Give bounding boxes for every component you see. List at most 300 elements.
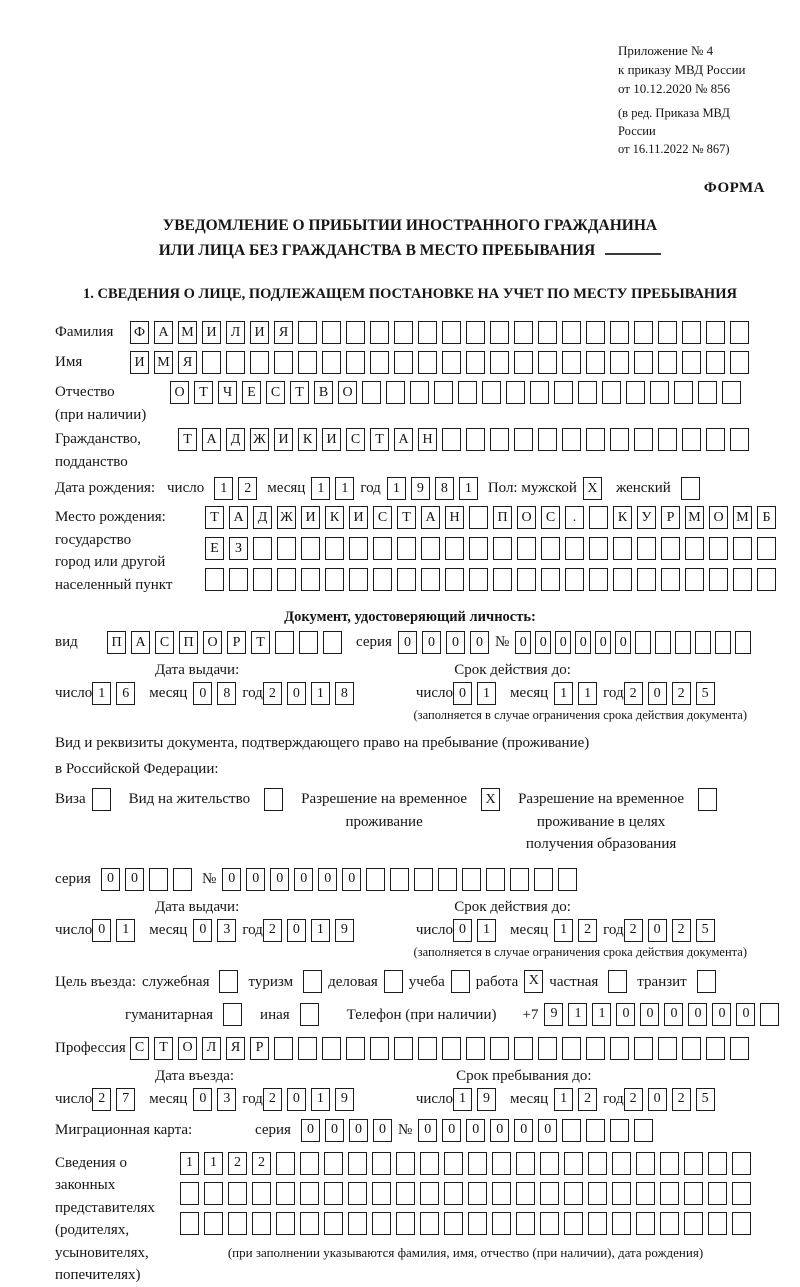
form-cell[interactable] <box>204 1182 223 1205</box>
form-cell[interactable]: К <box>325 506 344 529</box>
edu-permit-checkbox[interactable] <box>698 788 717 811</box>
form-cell[interactable]: X <box>524 970 543 993</box>
form-cell[interactable] <box>506 381 525 404</box>
form-cell[interactable]: 2 <box>624 919 643 942</box>
form-cell[interactable] <box>637 537 656 560</box>
visa-checkbox[interactable] <box>92 788 111 811</box>
form-cell[interactable] <box>578 381 597 404</box>
form-cell[interactable]: 0 <box>490 1119 509 1142</box>
birthplace-row1-cells[interactable] <box>205 506 776 529</box>
form-cell[interactable] <box>538 351 557 374</box>
form-cell[interactable]: Я <box>178 351 197 374</box>
form-cell[interactable]: И <box>250 321 269 344</box>
form-cell[interactable]: 0 <box>422 631 441 654</box>
form-cell[interactable]: С <box>266 381 285 404</box>
form-cell[interactable] <box>362 381 381 404</box>
form-cell[interactable] <box>420 1152 439 1175</box>
form-cell[interactable]: Т <box>178 428 197 451</box>
form-cell[interactable]: О <box>203 631 222 654</box>
form-cell[interactable] <box>276 1182 295 1205</box>
form-cell[interactable] <box>396 1182 415 1205</box>
form-cell[interactable]: М <box>733 506 752 529</box>
form-cell[interactable]: 0 <box>648 1088 667 1111</box>
permit-valid-month[interactable] <box>554 919 597 942</box>
form-cell[interactable]: Я <box>274 321 293 344</box>
form-cell[interactable] <box>372 1212 391 1235</box>
form-cell[interactable] <box>229 568 248 591</box>
form-cell[interactable]: С <box>130 1037 149 1060</box>
purpose-work-checkbox[interactable] <box>524 970 543 993</box>
doc-valid-month[interactable] <box>554 682 597 705</box>
form-cell[interactable] <box>730 428 749 451</box>
form-cell[interactable] <box>540 1212 559 1235</box>
form-cell[interactable] <box>348 1212 367 1235</box>
form-cell[interactable] <box>226 351 245 374</box>
form-cell[interactable]: 9 <box>411 477 430 500</box>
form-cell[interactable]: 0 <box>640 1003 659 1026</box>
form-cell[interactable] <box>658 1037 677 1060</box>
form-cell[interactable]: 1 <box>387 477 406 500</box>
form-cell[interactable] <box>706 428 725 451</box>
form-cell[interactable] <box>558 868 577 891</box>
form-cell[interactable]: А <box>421 506 440 529</box>
form-cell[interactable]: А <box>131 631 150 654</box>
form-cell[interactable] <box>613 537 632 560</box>
form-cell[interactable] <box>366 868 385 891</box>
form-cell[interactable] <box>634 1037 653 1060</box>
form-cell[interactable] <box>349 537 368 560</box>
form-cell[interactable] <box>442 428 461 451</box>
form-cell[interactable] <box>610 321 629 344</box>
form-cell[interactable]: . <box>565 506 584 529</box>
form-cell[interactable] <box>250 351 269 374</box>
form-cell[interactable]: Т <box>194 381 213 404</box>
form-cell[interactable] <box>394 351 413 374</box>
form-cell[interactable] <box>348 1152 367 1175</box>
doc-issue-day[interactable] <box>92 682 135 705</box>
form-cell[interactable] <box>410 381 429 404</box>
form-cell[interactable] <box>682 1037 701 1060</box>
form-cell[interactable] <box>510 868 529 891</box>
form-cell[interactable] <box>685 537 704 560</box>
form-cell[interactable] <box>322 351 341 374</box>
form-cell[interactable]: Н <box>445 506 464 529</box>
form-cell[interactable] <box>650 381 669 404</box>
form-cell[interactable]: 0 <box>125 868 144 891</box>
form-cell[interactable] <box>589 537 608 560</box>
form-cell[interactable]: 2 <box>578 919 597 942</box>
form-cell[interactable]: 2 <box>238 477 257 500</box>
form-cell[interactable]: 8 <box>335 682 354 705</box>
form-cell[interactable] <box>675 631 691 654</box>
form-cell[interactable] <box>414 868 433 891</box>
form-cell[interactable] <box>757 537 776 560</box>
form-cell[interactable] <box>458 381 477 404</box>
form-cell[interactable] <box>554 381 573 404</box>
form-cell[interactable]: 0 <box>92 919 111 942</box>
form-cell[interactable]: 1 <box>180 1152 199 1175</box>
form-cell[interactable]: 5 <box>696 1088 715 1111</box>
form-cell[interactable] <box>349 568 368 591</box>
purpose-tourism-checkbox[interactable] <box>303 970 322 993</box>
form-cell[interactable] <box>469 537 488 560</box>
form-cell[interactable] <box>298 1037 317 1060</box>
form-cell[interactable] <box>586 351 605 374</box>
form-cell[interactable] <box>298 321 317 344</box>
form-cell[interactable]: И <box>322 428 341 451</box>
form-cell[interactable]: 8 <box>435 477 454 500</box>
form-cell[interactable] <box>469 568 488 591</box>
form-cell[interactable] <box>372 1182 391 1205</box>
form-cell[interactable] <box>418 1037 437 1060</box>
form-cell[interactable]: Ч <box>218 381 237 404</box>
form-cell[interactable] <box>757 568 776 591</box>
form-cell[interactable]: 2 <box>228 1152 247 1175</box>
form-cell[interactable]: К <box>298 428 317 451</box>
form-cell[interactable] <box>612 1182 631 1205</box>
form-cell[interactable] <box>733 568 752 591</box>
birth-month-cells[interactable] <box>311 477 354 500</box>
form-cell[interactable]: 1 <box>311 682 330 705</box>
entry-year[interactable] <box>263 1088 354 1111</box>
form-cell[interactable] <box>180 1182 199 1205</box>
form-cell[interactable]: Е <box>242 381 261 404</box>
form-cell[interactable] <box>608 970 627 993</box>
form-cell[interactable]: X <box>583 477 602 500</box>
form-cell[interactable] <box>697 970 716 993</box>
form-cell[interactable] <box>541 568 560 591</box>
form-cell[interactable] <box>418 321 437 344</box>
form-cell[interactable]: 0 <box>418 1119 437 1142</box>
form-cell[interactable] <box>586 1119 605 1142</box>
doc-number-cells[interactable] <box>515 631 751 654</box>
form-cell[interactable]: О <box>517 506 536 529</box>
form-cell[interactable] <box>634 428 653 451</box>
form-cell[interactable]: 0 <box>470 631 489 654</box>
form-cell[interactable] <box>586 428 605 451</box>
form-cell[interactable] <box>708 1212 727 1235</box>
birth-day-cells[interactable] <box>214 477 257 500</box>
form-cell[interactable] <box>228 1212 247 1235</box>
form-cell[interactable] <box>396 1152 415 1175</box>
form-cell[interactable]: 1 <box>311 1088 330 1111</box>
form-cell[interactable]: У <box>637 506 656 529</box>
form-cell[interactable]: И <box>274 428 293 451</box>
form-cell[interactable]: А <box>394 428 413 451</box>
form-cell[interactable] <box>394 1037 413 1060</box>
form-cell[interactable]: 0 <box>648 682 667 705</box>
migcard-number-cells[interactable] <box>418 1119 653 1142</box>
form-cell[interactable] <box>228 1182 247 1205</box>
doc-vid-cells[interactable] <box>107 631 342 654</box>
form-cell[interactable] <box>612 1212 631 1235</box>
doc-seriya-cells[interactable] <box>398 631 489 654</box>
form-cell[interactable]: 0 <box>101 868 120 891</box>
form-cell[interactable] <box>565 537 584 560</box>
form-cell[interactable] <box>370 351 389 374</box>
form-cell[interactable] <box>325 537 344 560</box>
form-cell[interactable] <box>658 321 677 344</box>
entry-day[interactable] <box>92 1088 135 1111</box>
form-cell[interactable]: 0 <box>514 1119 533 1142</box>
form-cell[interactable]: 0 <box>555 631 571 654</box>
doc-issue-month[interactable] <box>193 682 236 705</box>
form-cell[interactable] <box>514 428 533 451</box>
form-cell[interactable]: С <box>155 631 174 654</box>
form-cell[interactable] <box>730 321 749 344</box>
form-cell[interactable]: 1 <box>459 477 478 500</box>
form-cell[interactable] <box>466 428 485 451</box>
form-cell[interactable] <box>300 1152 319 1175</box>
form-cell[interactable] <box>660 1152 679 1175</box>
form-cell[interactable] <box>300 1003 319 1026</box>
permit-valid-day[interactable] <box>453 919 496 942</box>
form-cell[interactable]: 1 <box>116 919 135 942</box>
form-cell[interactable] <box>204 1212 223 1235</box>
form-cell[interactable] <box>674 381 693 404</box>
form-cell[interactable] <box>298 351 317 374</box>
form-cell[interactable] <box>661 568 680 591</box>
form-cell[interactable]: Р <box>250 1037 269 1060</box>
form-cell[interactable]: 0 <box>648 919 667 942</box>
form-cell[interactable] <box>730 1037 749 1060</box>
form-cell[interactable]: 1 <box>311 477 330 500</box>
form-cell[interactable] <box>92 788 111 811</box>
form-cell[interactable]: 0 <box>453 682 472 705</box>
form-cell[interactable]: П <box>179 631 198 654</box>
form-cell[interactable] <box>275 631 294 654</box>
form-cell[interactable]: 1 <box>554 682 573 705</box>
form-cell[interactable] <box>514 1037 533 1060</box>
doc-issue-year[interactable] <box>263 682 354 705</box>
form-cell[interactable]: Т <box>290 381 309 404</box>
form-cell[interactable]: З <box>229 537 248 560</box>
form-cell[interactable] <box>562 1037 581 1060</box>
form-cell[interactable] <box>682 428 701 451</box>
form-cell[interactable] <box>610 1037 629 1060</box>
form-cell[interactable]: 1 <box>477 919 496 942</box>
form-cell[interactable] <box>418 351 437 374</box>
form-cell[interactable] <box>252 1212 271 1235</box>
form-cell[interactable] <box>324 1212 343 1235</box>
form-cell[interactable] <box>451 970 470 993</box>
form-cell[interactable]: 5 <box>696 682 715 705</box>
form-cell[interactable] <box>534 868 553 891</box>
permit-issue-year[interactable] <box>263 919 354 942</box>
form-cell[interactable]: 0 <box>575 631 591 654</box>
form-cell[interactable] <box>588 1152 607 1175</box>
form-cell[interactable] <box>466 351 485 374</box>
form-cell[interactable] <box>681 477 700 500</box>
form-cell[interactable] <box>384 970 403 993</box>
permit-number-cells[interactable] <box>222 868 577 891</box>
form-cell[interactable] <box>602 381 621 404</box>
sex-female-checkbox[interactable] <box>681 477 700 500</box>
purpose-business-checkbox[interactable] <box>384 970 403 993</box>
form-cell[interactable]: 0 <box>616 1003 635 1026</box>
form-cell[interactable]: 1 <box>578 682 597 705</box>
form-cell[interactable] <box>517 568 536 591</box>
form-cell[interactable]: А <box>154 321 173 344</box>
form-cell[interactable]: 2 <box>263 1088 282 1111</box>
form-cell[interactable] <box>490 1037 509 1060</box>
form-cell[interactable]: 0 <box>515 631 531 654</box>
form-cell[interactable] <box>610 1119 629 1142</box>
form-cell[interactable]: 0 <box>301 1119 320 1142</box>
profession-cells[interactable] <box>130 1037 749 1060</box>
stay-day[interactable] <box>453 1088 496 1111</box>
birth-year-cells[interactable] <box>387 477 478 500</box>
form-cell[interactable]: 2 <box>672 682 691 705</box>
form-cell[interactable]: В <box>314 381 333 404</box>
form-cell[interactable] <box>516 1152 535 1175</box>
form-cell[interactable]: М <box>178 321 197 344</box>
form-cell[interactable]: С <box>373 506 392 529</box>
form-cell[interactable] <box>589 568 608 591</box>
form-cell[interactable]: X <box>481 788 500 811</box>
form-cell[interactable]: Я <box>226 1037 245 1060</box>
purpose-study-checkbox[interactable] <box>451 970 470 993</box>
patronymic-cells[interactable] <box>170 381 741 404</box>
form-cell[interactable] <box>732 1152 751 1175</box>
form-cell[interactable]: 1 <box>554 919 573 942</box>
form-cell[interactable] <box>715 631 731 654</box>
form-cell[interactable] <box>490 351 509 374</box>
form-cell[interactable]: 0 <box>373 1119 392 1142</box>
form-cell[interactable]: М <box>154 351 173 374</box>
form-cell[interactable] <box>685 568 704 591</box>
form-cell[interactable]: 6 <box>116 682 135 705</box>
doc-valid-day[interactable] <box>453 682 496 705</box>
form-cell[interactable]: 2 <box>252 1152 271 1175</box>
form-cell[interactable] <box>462 868 481 891</box>
form-cell[interactable] <box>219 970 238 993</box>
form-cell[interactable] <box>300 1212 319 1235</box>
form-cell[interactable]: Ж <box>277 506 296 529</box>
form-cell[interactable] <box>540 1152 559 1175</box>
form-cell[interactable] <box>205 568 224 591</box>
birthplace-row3-cells[interactable] <box>205 568 776 591</box>
form-cell[interactable]: 9 <box>335 919 354 942</box>
form-cell[interactable]: 0 <box>287 1088 306 1111</box>
form-cell[interactable] <box>323 631 342 654</box>
form-cell[interactable]: 2 <box>672 1088 691 1111</box>
form-cell[interactable]: А <box>202 428 221 451</box>
form-cell[interactable] <box>493 568 512 591</box>
form-cell[interactable]: 2 <box>624 682 643 705</box>
form-cell[interactable] <box>586 321 605 344</box>
form-cell[interactable] <box>658 428 677 451</box>
form-cell[interactable] <box>300 1182 319 1205</box>
form-cell[interactable] <box>730 351 749 374</box>
form-cell[interactable] <box>637 568 656 591</box>
form-cell[interactable] <box>722 381 741 404</box>
form-cell[interactable] <box>626 381 645 404</box>
form-cell[interactable] <box>394 321 413 344</box>
form-cell[interactable] <box>610 428 629 451</box>
form-cell[interactable] <box>223 1003 242 1026</box>
form-cell[interactable] <box>562 428 581 451</box>
form-cell[interactable]: 0 <box>342 868 361 891</box>
form-cell[interactable]: 8 <box>217 682 236 705</box>
form-cell[interactable]: М <box>685 506 704 529</box>
form-cell[interactable]: 1 <box>554 1088 573 1111</box>
purpose-transit-checkbox[interactable] <box>697 970 716 993</box>
form-cell[interactable] <box>490 321 509 344</box>
form-cell[interactable]: Е <box>205 537 224 560</box>
form-cell[interactable] <box>613 568 632 591</box>
form-cell[interactable]: Ж <box>250 428 269 451</box>
form-cell[interactable]: О <box>709 506 728 529</box>
form-cell[interactable]: Т <box>370 428 389 451</box>
permit-seriya-cells[interactable] <box>101 868 192 891</box>
form-cell[interactable] <box>253 568 272 591</box>
form-cell[interactable] <box>658 351 677 374</box>
form-cell[interactable]: 1 <box>335 477 354 500</box>
form-cell[interactable]: 1 <box>204 1152 223 1175</box>
form-cell[interactable] <box>466 321 485 344</box>
form-cell[interactable]: О <box>338 381 357 404</box>
form-cell[interactable]: Т <box>205 506 224 529</box>
form-cell[interactable] <box>709 568 728 591</box>
form-cell[interactable] <box>442 351 461 374</box>
form-cell[interactable] <box>735 631 751 654</box>
entry-month[interactable] <box>193 1088 236 1111</box>
form-cell[interactable] <box>490 428 509 451</box>
form-cell[interactable] <box>698 788 717 811</box>
form-cell[interactable] <box>540 1182 559 1205</box>
form-cell[interactable] <box>397 568 416 591</box>
form-cell[interactable]: О <box>178 1037 197 1060</box>
form-cell[interactable]: Т <box>154 1037 173 1060</box>
birthplace-row2-cells[interactable] <box>205 537 776 560</box>
form-cell[interactable] <box>346 351 365 374</box>
form-cell[interactable]: 0 <box>736 1003 755 1026</box>
form-cell[interactable] <box>421 537 440 560</box>
form-cell[interactable] <box>442 1037 461 1060</box>
form-cell[interactable] <box>660 1212 679 1235</box>
form-cell[interactable] <box>708 1152 727 1175</box>
form-cell[interactable]: Л <box>226 321 245 344</box>
form-cell[interactable] <box>565 568 584 591</box>
form-cell[interactable] <box>589 506 608 529</box>
form-cell[interactable] <box>348 1182 367 1205</box>
citizenship-cells[interactable] <box>178 428 749 451</box>
form-cell[interactable]: И <box>130 351 149 374</box>
form-cell[interactable]: 0 <box>193 919 212 942</box>
form-cell[interactable] <box>733 537 752 560</box>
form-cell[interactable] <box>562 351 581 374</box>
form-cell[interactable] <box>276 1212 295 1235</box>
form-cell[interactable]: 9 <box>477 1088 496 1111</box>
permit-valid-year[interactable] <box>624 919 715 942</box>
form-cell[interactable] <box>324 1152 343 1175</box>
form-cell[interactable] <box>514 321 533 344</box>
form-cell[interactable] <box>493 537 512 560</box>
form-cell[interactable] <box>322 321 341 344</box>
form-cell[interactable] <box>492 1152 511 1175</box>
form-cell[interactable]: И <box>202 321 221 344</box>
form-cell[interactable] <box>469 506 488 529</box>
representatives-row1-cells[interactable] <box>180 1152 751 1175</box>
form-cell[interactable] <box>445 537 464 560</box>
form-cell[interactable] <box>698 381 717 404</box>
form-cell[interactable] <box>173 868 192 891</box>
form-cell[interactable]: Д <box>253 506 272 529</box>
purpose-humanitarian-checkbox[interactable] <box>223 1003 242 1026</box>
form-cell[interactable] <box>346 1037 365 1060</box>
form-cell[interactable] <box>322 1037 341 1060</box>
